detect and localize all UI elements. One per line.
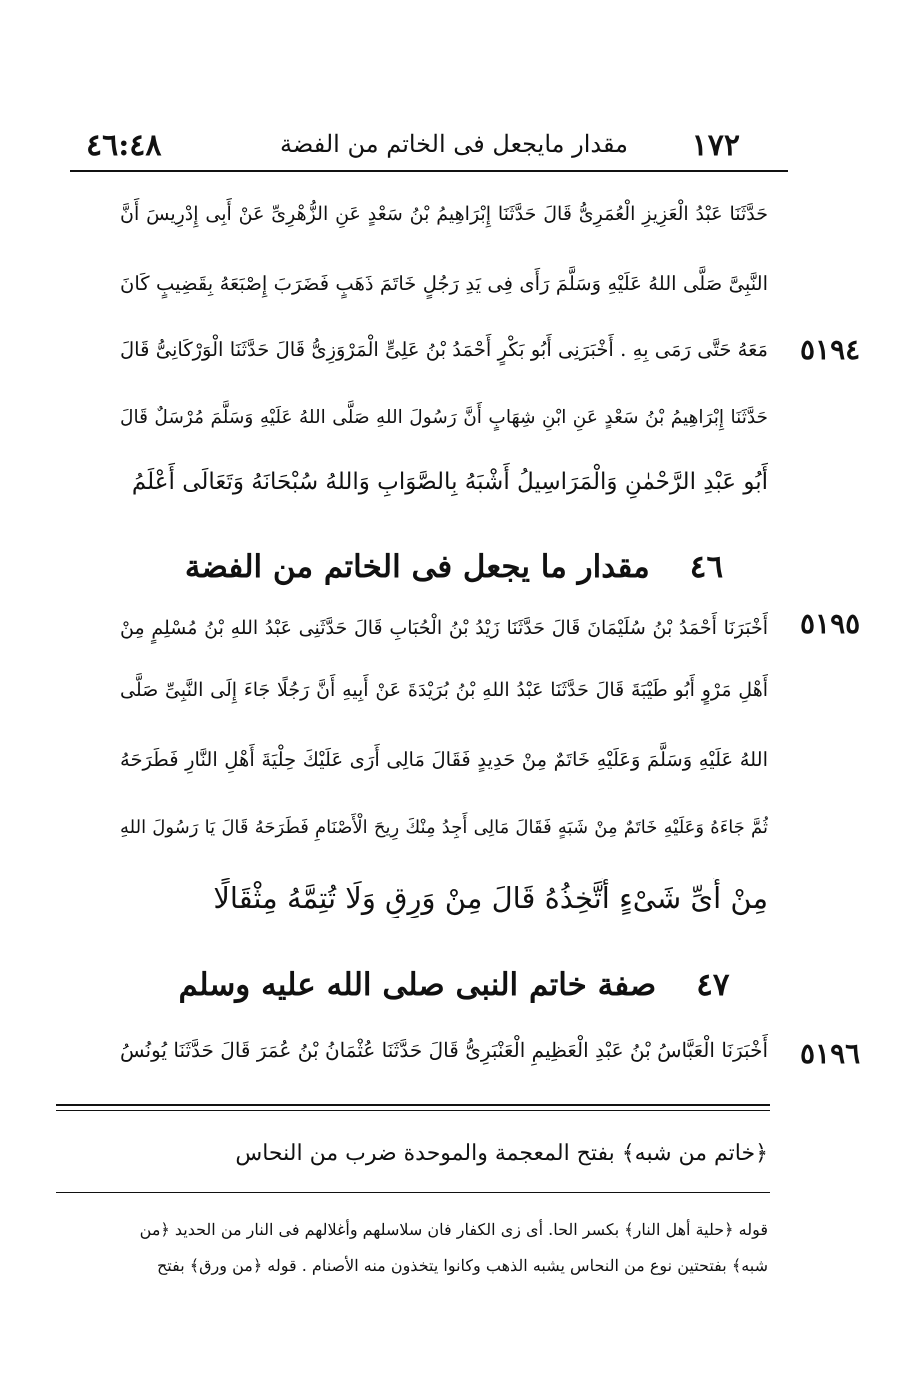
text-line: حَدَّثَنَا عَبْدُ الْعَزِيزِ الْعُمَرِىُّ قَالَ حَدَّثَنَا إِبْرَاهِيمُ بْنُ سَعْدٍ عَنِ الزُّهْرِىِّ عَنْ أَبِى إِدْرِيسَ أَنَّ (120, 203, 768, 225)
hadith-number: ٥١٩٦ (800, 1037, 861, 1070)
commentary-line: شبه﴾ بفتحتين نوع من النحاس يشبه الذهب وكانوا يتخذون منه الأصنام . قوله ﴿من ورق﴾ بفتح (156, 1256, 768, 1275)
chapter-range: ٤٦:٤٨ (86, 128, 162, 163)
text-line: ثُمَّ جَاءَهُ وَعَلَيْهِ خَاتَمٌ مِنْ شَبَهٍ فَقَالَ مَالِى أَجِدُ مِنْكَ رِيحَ الْأَصْنَامِ فَطَرَحَهُ قَالَ يَا رَسُولَ اللهِ (120, 817, 768, 838)
footnote-rule (56, 1192, 770, 1193)
hadith-number: ٥١٩٥ (800, 607, 861, 640)
text-line: اللهُ عَلَيْهِ وَسَلَّمَ وَعَلَيْهِ خَاتَمٌ مِنْ حَدِيدٍ فَقَالَ مَالِى أَرَى عَلَيْكَ حِلْيَةَ أَهْلِ النَّارِ فَطَرَحَهُ (120, 748, 768, 771)
text-line: حَدَّثَنَا إِبْرَاهِيمُ بْنُ سَعْدٍ عَنِ ابْنِ شِهَابٍ أَنَّ رَسُولَ اللهِ صَلَّى اللهُ عَلَيْهِ وَسَلَّمَ مُرْسَلٌ قَالَ (120, 407, 768, 428)
text-line: النَّبِىَّ صَلَّى اللهُ عَلَيْهِ وَسَلَّمَ رَأَى فِى يَدِ رَجُلٍ خَاتَمَ ذَهَبٍ فَضَرَبَ إِصْبَعَهُ بِقَضِيبٍ كَانَ (120, 272, 768, 295)
text-line: مَعَهُ حَتَّى رَمَى بِهِ . أَخْبَرَنِى أَبُو بَكْرٍ أَحْمَدُ بْنُ عَلِىٍّ الْمَرْوَزِىُّ قَالَ حَدَّثَنَا الْوَرْكَانِىُّ قَالَ (120, 338, 768, 361)
text-line: مِنْ أَىِّ شَىْءٍ أَتَّخِذُهُ قَالَ مِنْ وَرِقٍ وَلَا تُتِمَّهُ مِثْقَالًا (213, 881, 768, 915)
commentary-line: قوله ﴿حلية أهل النار﴾ بكسر الحا. أى زى الكفار فان سلاسلهم وأغلالهم فى النار من الحديد ﴿من (140, 1220, 768, 1239)
chapter-title: مقدار ما يجعل فى الخاتم من الفضة (184, 549, 650, 585)
footnote-rule (56, 1110, 770, 1111)
text-line: أَهْلِ مَرْوٍ أَبُو طَيْبَةَ قَالَ حَدَّثَنَا عَبْدُ اللهِ بْنُ بُرَيْدَةَ عَنْ أَبِيهِ أَنَّ رَجُلًا جَاءَ إِلَى النَّبِىِّ صَلَّى (120, 679, 768, 701)
running-title: مقدار مايجعل فى الخاتم من الفضة (280, 130, 628, 158)
header-rule (70, 170, 788, 172)
hadith-number: ٥١٩٤ (800, 333, 861, 366)
chapter-heading (0, 962, 908, 1008)
chapter-title: صفة خاتم النبى صلى الله عليه وسلم (178, 967, 657, 1003)
footnote: ﴿خاتم من شبه﴾ بفتح المعجمة والموحدة ضرب من النحاس (235, 1141, 768, 1166)
chapter-number: ٤٧ (696, 967, 730, 1003)
text-line: أَخْبَرَنَا أَحْمَدُ بْنُ سُلَيْمَانَ قَالَ حَدَّثَنَا زَيْدُ بْنُ الْحُبَابِ قَالَ حَدَّثَنِى عَبْدُ اللهِ بْنُ مُسْلِمٍ مِنْ (120, 617, 768, 639)
text-line: أَخْبَرَنَا الْعَبَّاسُ بْنُ عَبْدِ الْعَظِيمِ الْعَنْبَرِىُّ قَالَ حَدَّثَنَا عُثْمَانُ بْنُ عُمَرَ قَالَ حَدَّثَنَا يُونُسُ (120, 1038, 768, 1062)
chapter-number: ٤٦ (689, 549, 724, 585)
page-number: ١٧٢ (691, 128, 740, 163)
text-line: أَبُو عَبْدِ الرَّحْمٰنِ وَالْمَرَاسِيلُ أَشْبَهُ بِالصَّوَابِ وَاللهُ سُبْحَانَهُ وَتَعَالَى أَعْلَمُ (131, 469, 768, 495)
chapter-heading (0, 544, 908, 590)
footnote-rule (56, 1104, 770, 1106)
